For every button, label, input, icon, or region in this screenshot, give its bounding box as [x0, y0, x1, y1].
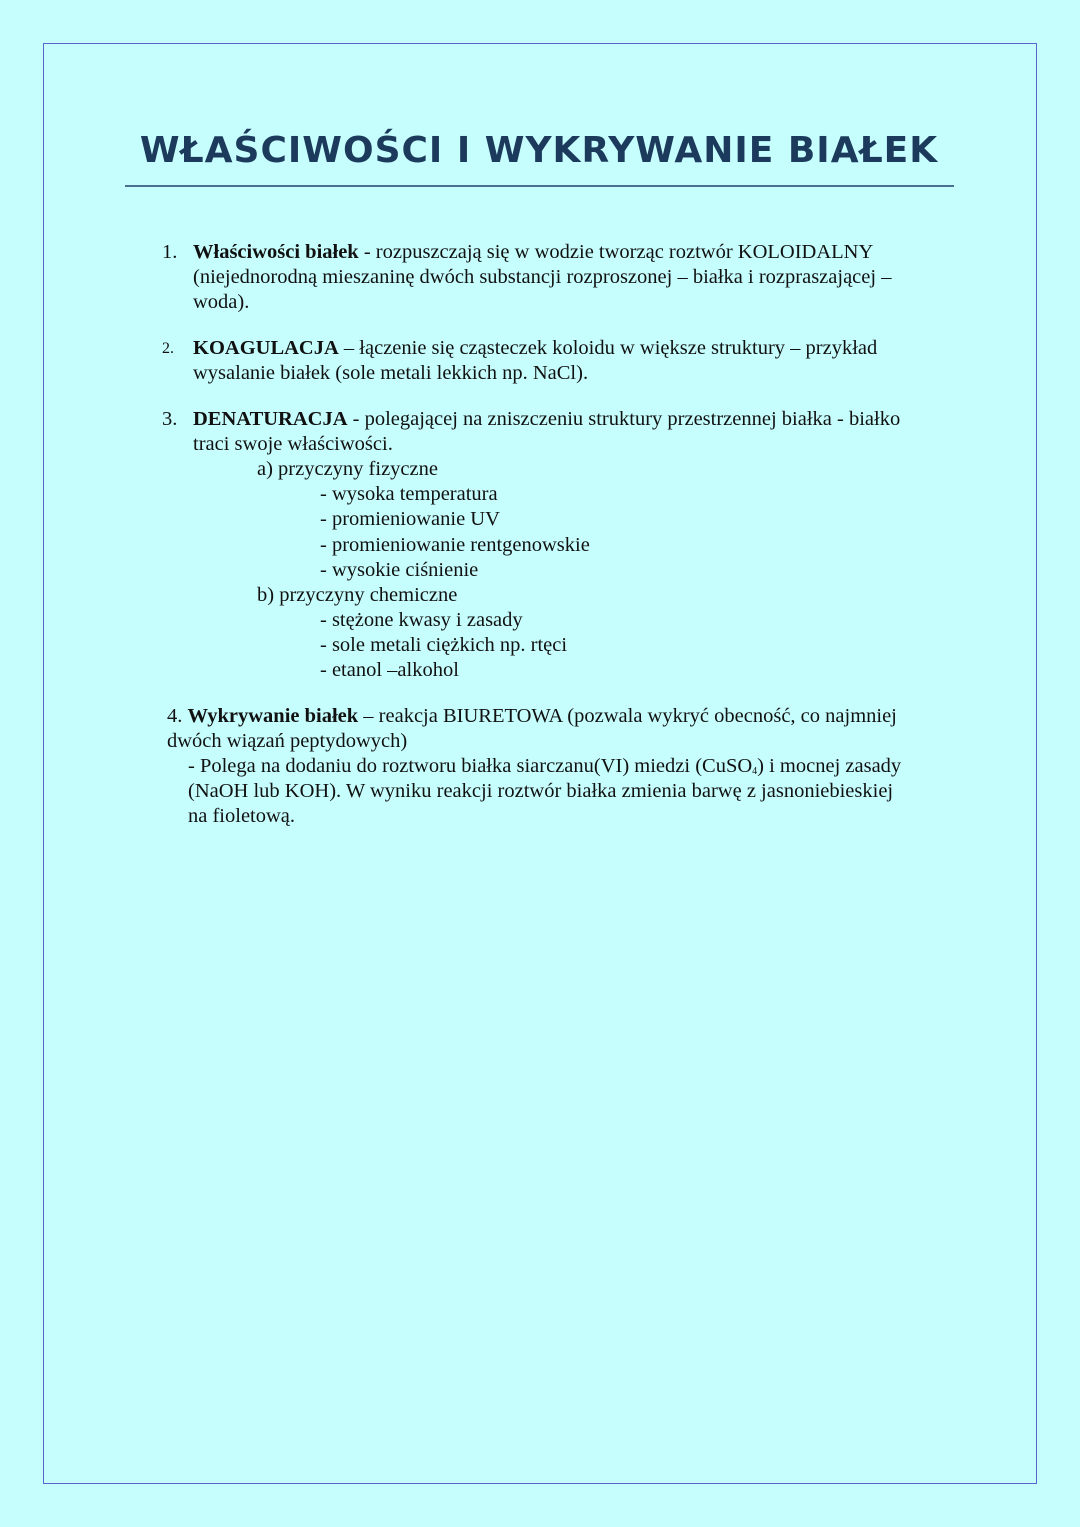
item-4-line: dwóch wiązań peptydowych)	[167, 730, 408, 752]
item-4-detail: - Polega na dodaniu do roztworu białka siarczanu(VI) miedzi (CuSO$_4$) i mocnej zasady	[188, 755, 902, 777]
term: Wykrywanie białek	[187, 705, 359, 727]
item-4-line: 4. Wykrywanie białek – reakcja BIURETOWA (pozwala wykryć obecność, co najmniej	[167, 705, 897, 727]
list-item: - etanol –alkohol	[320, 659, 459, 681]
item-3-line: traci swoje właściwości.	[193, 433, 393, 455]
page-title: WŁAŚCIWOŚCI I WYKRYWANIE BIAŁEK	[139, 130, 939, 171]
list-item: - wysoka temperatura	[320, 483, 498, 505]
item-2-line: wysalanie białek (sole metali lekkich np. NaCl).	[193, 362, 589, 384]
item-3-line: DENATURACJA - polegającej na zniszczeniu struktury przestrzennej białka - białko	[193, 408, 901, 430]
list-item: - sole metali ciężkich np. rtęci	[320, 634, 568, 656]
list-item: - promieniowanie rentgenowskie	[320, 534, 590, 556]
list-item: - wysokie ciśnienie	[320, 559, 479, 581]
item-2-line: KOAGULACJA – łączenie się cząsteczek koloidu w większe struktury – przykład	[193, 337, 878, 359]
item-1-line: Właściwości białek - rozpuszczają się w wodzie tworząc roztwór KOLOIDALNY	[193, 241, 874, 263]
item-number: 2.	[162, 340, 174, 357]
item-number: 4.	[167, 705, 183, 727]
term: KOAGULACJA	[193, 337, 339, 359]
item-1-line: woda).	[193, 291, 250, 313]
item-number: 3.	[162, 408, 178, 430]
item-4-detail: (NaOH lub KOH). W wyniku reakcji roztwór białka zmienia barwę z jasnoniebieskiej	[188, 780, 894, 802]
item-1-line: (niejednorodną mieszaninę dwóch substancji rozproszonej – białka i rozpraszającej –	[193, 266, 892, 288]
list-item: - stężone kwasy i zasady	[320, 609, 523, 631]
term: Właściwości białek	[193, 241, 359, 263]
item-number: 1.	[162, 241, 178, 263]
title-divider	[125, 185, 954, 187]
item-4-detail: na fioletową.	[188, 805, 296, 827]
subgroup-label: b) przyczyny chemiczne	[257, 584, 458, 606]
subgroup-label: a) przyczyny fizyczne	[257, 458, 438, 480]
list-item: - promieniowanie UV	[320, 508, 500, 530]
term: DENATURACJA	[193, 408, 348, 430]
